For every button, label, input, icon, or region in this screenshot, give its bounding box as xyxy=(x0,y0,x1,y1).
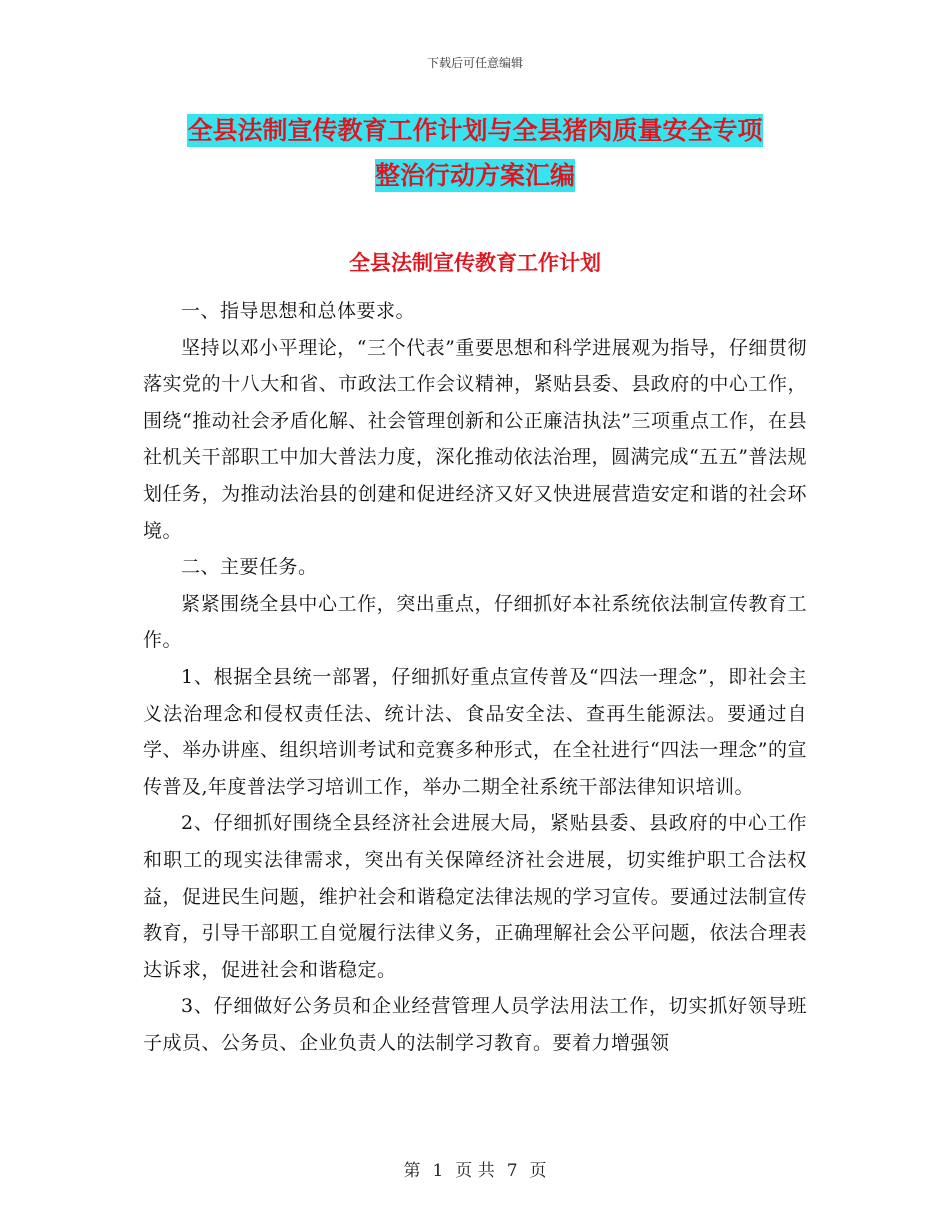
page-footer-prefix: 第 xyxy=(403,1161,421,1181)
page-number-total: 7 xyxy=(506,1161,518,1181)
document-title-line-1: 全县法制宣传教育工作计划与全县猪肉质量安全专项 xyxy=(187,116,763,145)
body-paragraph: 紧紧围绕全县中心工作，突出重点，仔细抓好本社系统依法制宣传教育工作。 xyxy=(143,592,807,652)
page-footer xyxy=(0,1156,950,1181)
page-header-note: 下载后可任意编辑 xyxy=(426,56,523,70)
heading-main-tasks: 二、主要任务。 xyxy=(181,556,318,579)
section-title: 全县法制宣传教育工作计划 xyxy=(349,251,601,275)
page-number-current: 1 xyxy=(432,1161,444,1181)
body-paragraph: 坚持以邓小平理论，“三个代表”重要思想和科学进展观为指导，仔细贯彻落实党的十八大和省、市政法工作会议精神，紧贴县委、县政府的中心工作，围绕“推动社会矛盾化解、社会管理创新和公正廉洁执法”三项重点工作，在县社机关干部职工中加大普法力度，深化推动依法治理，圆满完成“五五”普法规划任务，为推动法治县的创建和促进经济又好又快进展营造安定和谐的社会环境。 xyxy=(143,336,807,542)
document-body xyxy=(143,293,807,1061)
page-footer-suffix: 页 xyxy=(529,1161,547,1181)
document-title-line-2: 整治行动方案汇编 xyxy=(374,161,575,190)
task-item-3: 3、仔细做好公务员和企业经营管理人员学法用法工作，切实抓好领导班子成员、公务员、企业负责人的法制学习教育。要着力增强领 xyxy=(143,995,807,1054)
document-title xyxy=(0,108,950,198)
task-item-1: 1、根据全县统一部署，仔细抓好重点宣传普及“四法一理念”，即社会主义法治理念和侵权责任法、统计法、食品安全法、查再生能源法。要通过自学、举办讲座、组织培训考试和竞赛多种形式，在全社进行“四法一理念”的宣传普及,年度普法学习培训工作，举办二期全社系统干部法律知识培训。 xyxy=(143,665,807,798)
task-item-2: 2、仔细抓好围绕全县经济社会进展大局，紧贴县委、县政府的中心工作和职工的现实法律需求，突出有关保障经济社会进展，切实维护职工合法权益，促进民生问题，维护社会和谐稳定法律法规的学习宣传。要通过法制宣传教育，引导干部职工自觉履行法律义务，正确理解社会公平问题，依法合理表达诉求，促进社会和谐稳定。 xyxy=(143,812,807,981)
page-footer-middle: 页 共 xyxy=(455,1161,495,1181)
heading-guiding-principles: 一、指导思想和总体要求。 xyxy=(181,300,416,322)
